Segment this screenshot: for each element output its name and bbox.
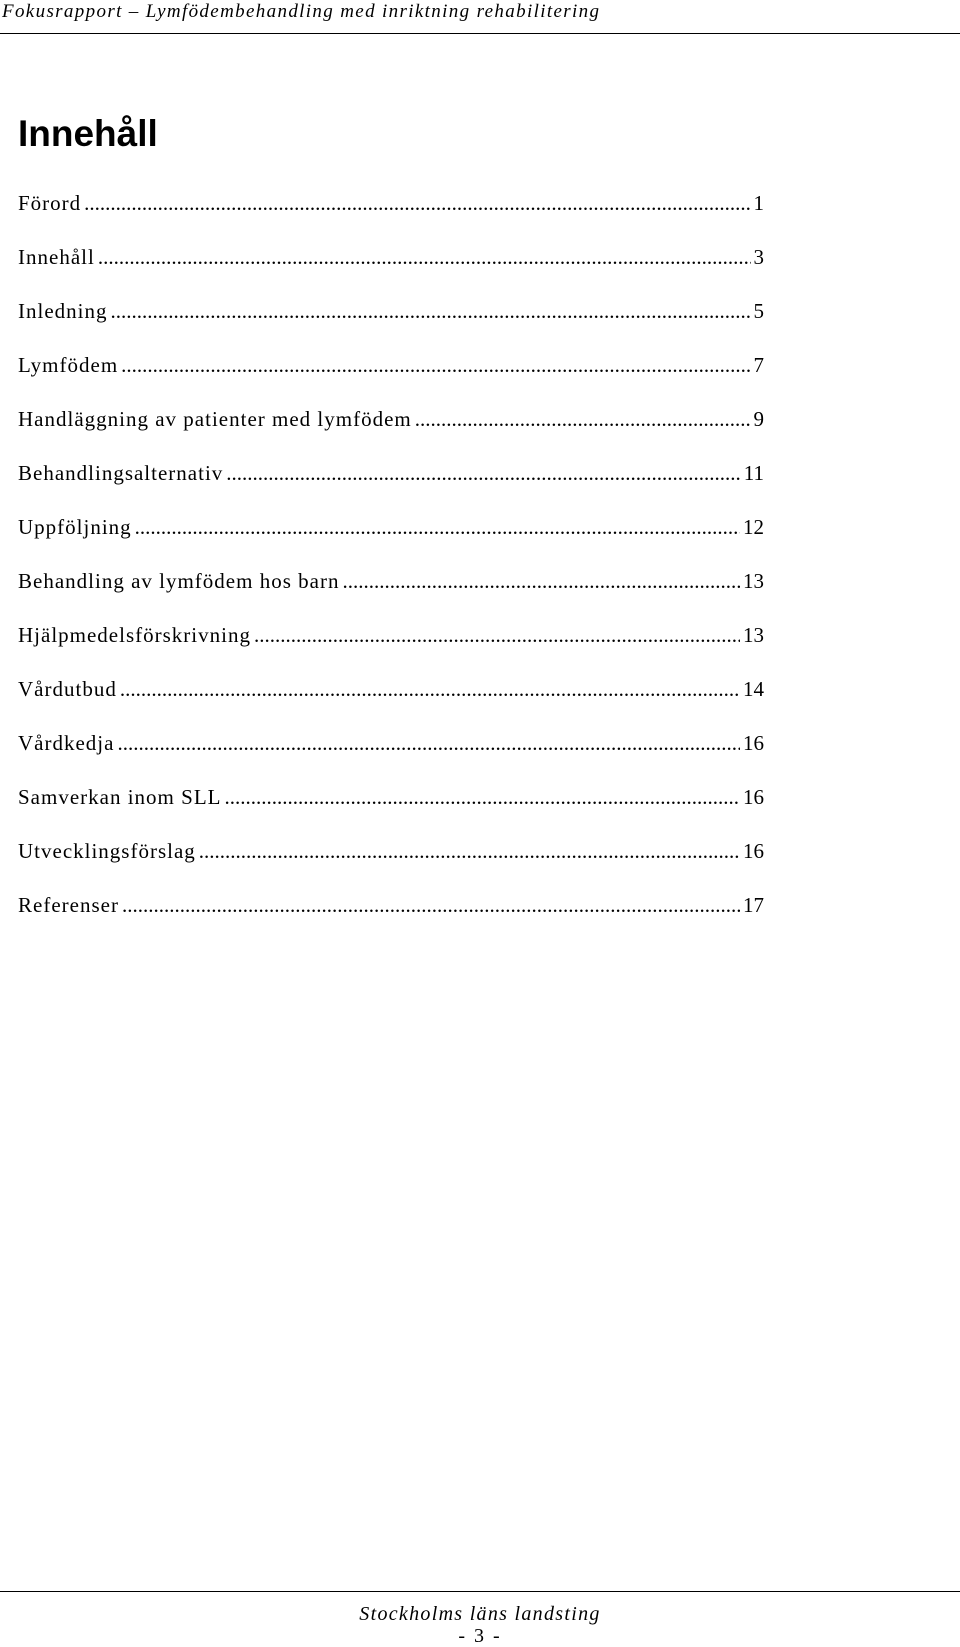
toc-entry-title: Behandlingsalternativ <box>18 461 224 485</box>
toc-dot-leader <box>254 622 740 648</box>
toc-entry-title: Uppföljning <box>18 515 132 539</box>
toc-dot-leader <box>415 406 751 432</box>
toc-entry-title: Inledning <box>18 299 108 323</box>
toc-entry-page: 7 <box>753 353 764 377</box>
toc-entry-title: Samverkan inom SLL <box>18 785 222 809</box>
toc-entry-page: 16 <box>743 785 764 809</box>
toc-dot-leader <box>226 460 740 486</box>
toc-entry-page: 16 <box>743 731 764 755</box>
toc-entry-lymfodem[interactable] <box>18 352 764 406</box>
running-header <box>0 0 960 34</box>
toc-dot-leader <box>117 730 740 756</box>
toc-entry-behandling-barn[interactable] <box>18 568 764 622</box>
toc-entry-page: 12 <box>743 515 764 539</box>
toc-dot-leader <box>110 298 750 324</box>
toc-entry-title: Behandling av lymfödem hos barn <box>18 569 340 593</box>
toc-dot-leader <box>122 892 740 918</box>
page-title: Innehåll <box>18 113 158 154</box>
toc-entry-title: Vårdkedja <box>18 731 115 755</box>
toc-entry-page: 13 <box>743 623 764 647</box>
toc-entry-uppfoljning[interactable] <box>18 514 764 568</box>
toc-entry-forord[interactable] <box>18 190 764 244</box>
toc-entry-title: Förord <box>18 191 82 215</box>
toc-entry-utvecklingsforslag[interactable] <box>18 838 764 892</box>
toc-entry-title: Vårdutbud <box>18 677 117 701</box>
toc-entry-page: 16 <box>743 839 764 863</box>
toc-dot-leader <box>84 190 750 216</box>
toc-entry-page: 9 <box>753 407 764 431</box>
toc-entry-handlaggning[interactable] <box>18 406 764 460</box>
toc-entry-title: Utvecklingsförslag <box>18 839 196 863</box>
toc-entry-page: 14 <box>743 677 764 701</box>
table-of-contents <box>18 190 764 946</box>
toc-entry-page: 17 <box>743 893 764 917</box>
toc-dot-leader <box>120 676 740 702</box>
toc-entry-vardutbud[interactable] <box>18 676 764 730</box>
toc-entry-behandlingsalternativ[interactable] <box>18 460 764 514</box>
toc-dot-leader <box>224 784 740 810</box>
toc-entry-referenser[interactable] <box>18 892 764 946</box>
toc-dot-leader <box>98 244 751 270</box>
toc-entry-page: 13 <box>743 569 764 593</box>
toc-entry-title: Handläggning av patienter med lymfödem <box>18 407 412 431</box>
toc-entry-samverkan[interactable] <box>18 784 764 838</box>
toc-entry-page: 11 <box>743 461 764 485</box>
toc-dot-leader <box>342 568 740 594</box>
toc-entry-title: Innehåll <box>18 245 95 269</box>
toc-entry-inledning[interactable] <box>18 298 764 352</box>
footer-page-number: - 3 - <box>458 1625 502 1647</box>
toc-dot-leader <box>135 514 740 540</box>
toc-dot-leader <box>121 352 750 378</box>
toc-entry-page: 1 <box>753 191 764 215</box>
toc-entry-title: Referenser <box>18 893 119 917</box>
toc-entry-title: Hjälpmedelsförskrivning <box>18 623 251 647</box>
toc-dot-leader <box>199 838 740 864</box>
toc-entry-innehall[interactable] <box>18 244 764 298</box>
toc-entry-page: 5 <box>753 299 764 323</box>
toc-entry-vardkedja[interactable] <box>18 730 764 784</box>
toc-entry-title: Lymfödem <box>18 353 119 377</box>
running-header-title: Fokusrapport – Lymfödembehandling med inriktning rehabilitering <box>2 1 601 22</box>
footer-organization: Stockholms läns landsting <box>359 1603 601 1625</box>
running-footer <box>0 1591 960 1645</box>
toc-entry-hjalpmedelsforskrivning[interactable] <box>18 622 764 676</box>
toc-entry-page: 3 <box>753 245 764 269</box>
